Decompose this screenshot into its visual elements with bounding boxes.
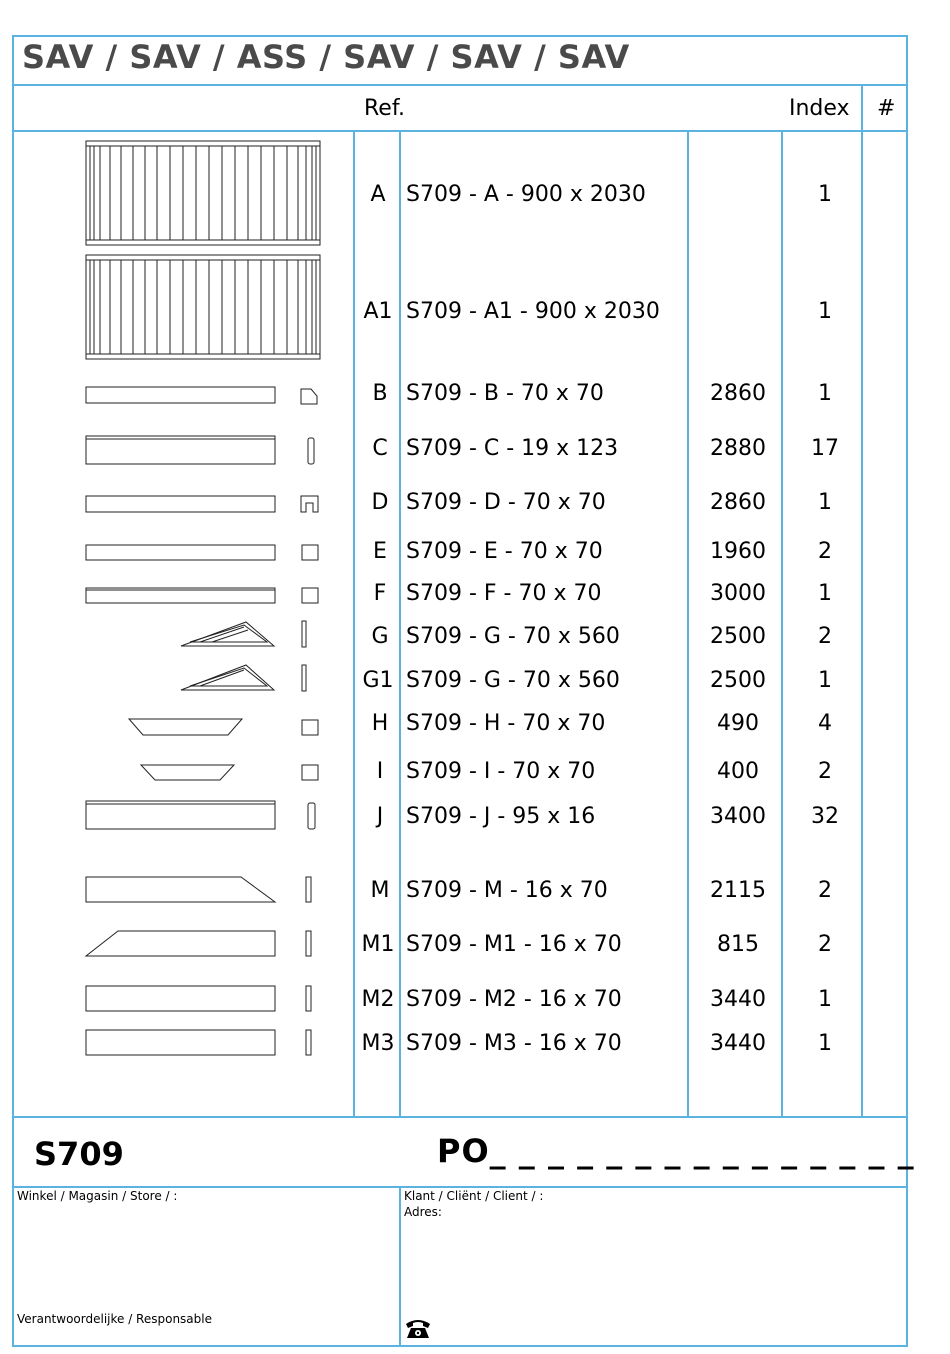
board-m2-drawing <box>86 986 311 1011</box>
part-quantity: 32 <box>811 804 839 829</box>
part-reference: S709 - H - 70 x 70 <box>406 711 606 736</box>
beam-d-drawing <box>86 496 318 512</box>
part-quantity: 2 <box>818 878 832 903</box>
part-length: 3400 <box>710 804 766 829</box>
responsible-label: Verantwoordelijke / Responsable <box>17 1312 212 1326</box>
column-header-ref: Ref. <box>364 96 405 121</box>
beam-e-drawing <box>86 545 318 560</box>
part-letter: I <box>376 759 384 784</box>
part-reference: S709 - M2 - 16 x 70 <box>406 987 622 1012</box>
part-letter: D <box>371 490 389 515</box>
panel-a1-drawing <box>86 255 320 359</box>
part-letter: G1 <box>362 668 394 693</box>
column-header-index: Index <box>789 96 850 121</box>
part-length: 1960 <box>710 539 766 564</box>
panel-a-drawing <box>86 141 320 245</box>
part-letter: F <box>373 581 387 606</box>
part-length: 2500 <box>710 668 766 693</box>
part-quantity: 2 <box>818 624 832 649</box>
board-m-drawing <box>86 877 311 902</box>
part-letter: E <box>373 539 387 564</box>
part-reference: S709 - G - 70 x 560 <box>406 668 620 693</box>
part-length: 3000 <box>710 581 766 606</box>
part-length: 2500 <box>710 624 766 649</box>
part-reference: S709 - B - 70 x 70 <box>406 381 604 406</box>
part-reference: S709 - M3 - 16 x 70 <box>406 1031 622 1056</box>
beam-f-drawing <box>86 588 318 603</box>
part-reference: S709 - C - 19 x 123 <box>406 436 619 461</box>
part-reference: S709 - A - 900 x 2030 <box>406 182 646 207</box>
part-quantity: 1 <box>818 581 832 606</box>
client-label: Klant / Cliënt / Client / : <box>404 1189 544 1203</box>
part-length: 2880 <box>710 436 766 461</box>
part-reference: S709 - F - 70 x 70 <box>406 581 602 606</box>
part-length: 2115 <box>710 878 766 903</box>
board-m3-drawing <box>86 1030 311 1055</box>
part-letter: A <box>370 182 386 207</box>
part-reference: S709 - J - 95 x 16 <box>406 804 596 829</box>
part-reference: S709 - M1 - 16 x 70 <box>406 932 622 957</box>
part-quantity: 1 <box>818 987 832 1012</box>
part-quantity: 17 <box>811 436 839 461</box>
part-length: 3440 <box>710 987 766 1012</box>
trapezoid-i-drawing <box>141 765 318 780</box>
part-letter: M <box>370 878 390 903</box>
board-m1-drawing <box>86 931 311 956</box>
part-quantity: 1 <box>818 1031 832 1056</box>
po-number-field[interactable]: PO_ _ _ _ _ _ _ _ _ _ _ _ _ _ _ <box>437 1132 915 1170</box>
part-quantity: 1 <box>818 381 832 406</box>
page-title: SAV / SAV / ASS / SAV / SAV / SAV <box>22 38 630 76</box>
part-length: 815 <box>717 932 759 957</box>
part-reference: S709 - M - 16 x 70 <box>406 878 608 903</box>
telephone-icon <box>404 1316 432 1340</box>
store-label: Winkel / Magasin / Store / : <box>17 1189 178 1203</box>
part-quantity: 2 <box>818 539 832 564</box>
part-reference: S709 - I - 70 x 70 <box>406 759 596 784</box>
board-j-drawing <box>86 801 315 829</box>
part-reference: S709 - A1 - 900 x 2030 <box>406 299 660 324</box>
part-letter: B <box>372 381 388 406</box>
part-letter: J <box>376 804 384 829</box>
part-length: 3440 <box>710 1031 766 1056</box>
part-length: 490 <box>717 711 759 736</box>
part-length: 2860 <box>710 381 766 406</box>
column-header-count: # <box>877 96 896 121</box>
part-quantity: 1 <box>818 490 832 515</box>
part-reference: S709 - E - 70 x 70 <box>406 539 603 564</box>
triangle-g-drawing <box>181 621 306 647</box>
triangle-g1-drawing <box>181 665 306 691</box>
part-quantity: 2 <box>818 932 832 957</box>
part-length: 400 <box>717 759 759 784</box>
part-reference: S709 - D - 70 x 70 <box>406 490 606 515</box>
part-letter: A1 <box>363 299 393 324</box>
product-code: S709 <box>34 1135 124 1173</box>
part-quantity: 1 <box>818 668 832 693</box>
part-letter: M3 <box>361 1031 395 1056</box>
part-quantity: 4 <box>818 711 832 736</box>
part-letter: H <box>371 711 389 736</box>
address-label: Adres: <box>404 1205 442 1219</box>
part-reference: S709 - G - 70 x 560 <box>406 624 620 649</box>
part-quantity: 1 <box>818 299 832 324</box>
part-quantity: 1 <box>818 182 832 207</box>
part-length: 2860 <box>710 490 766 515</box>
beam-b-drawing <box>86 387 317 404</box>
board-c-drawing <box>86 436 314 464</box>
part-letter: C <box>372 436 388 461</box>
part-letter: G <box>371 624 389 649</box>
part-letter: M1 <box>361 932 395 957</box>
part-letter: M2 <box>361 987 395 1012</box>
part-quantity: 2 <box>818 759 832 784</box>
trapezoid-h-drawing <box>129 719 318 735</box>
